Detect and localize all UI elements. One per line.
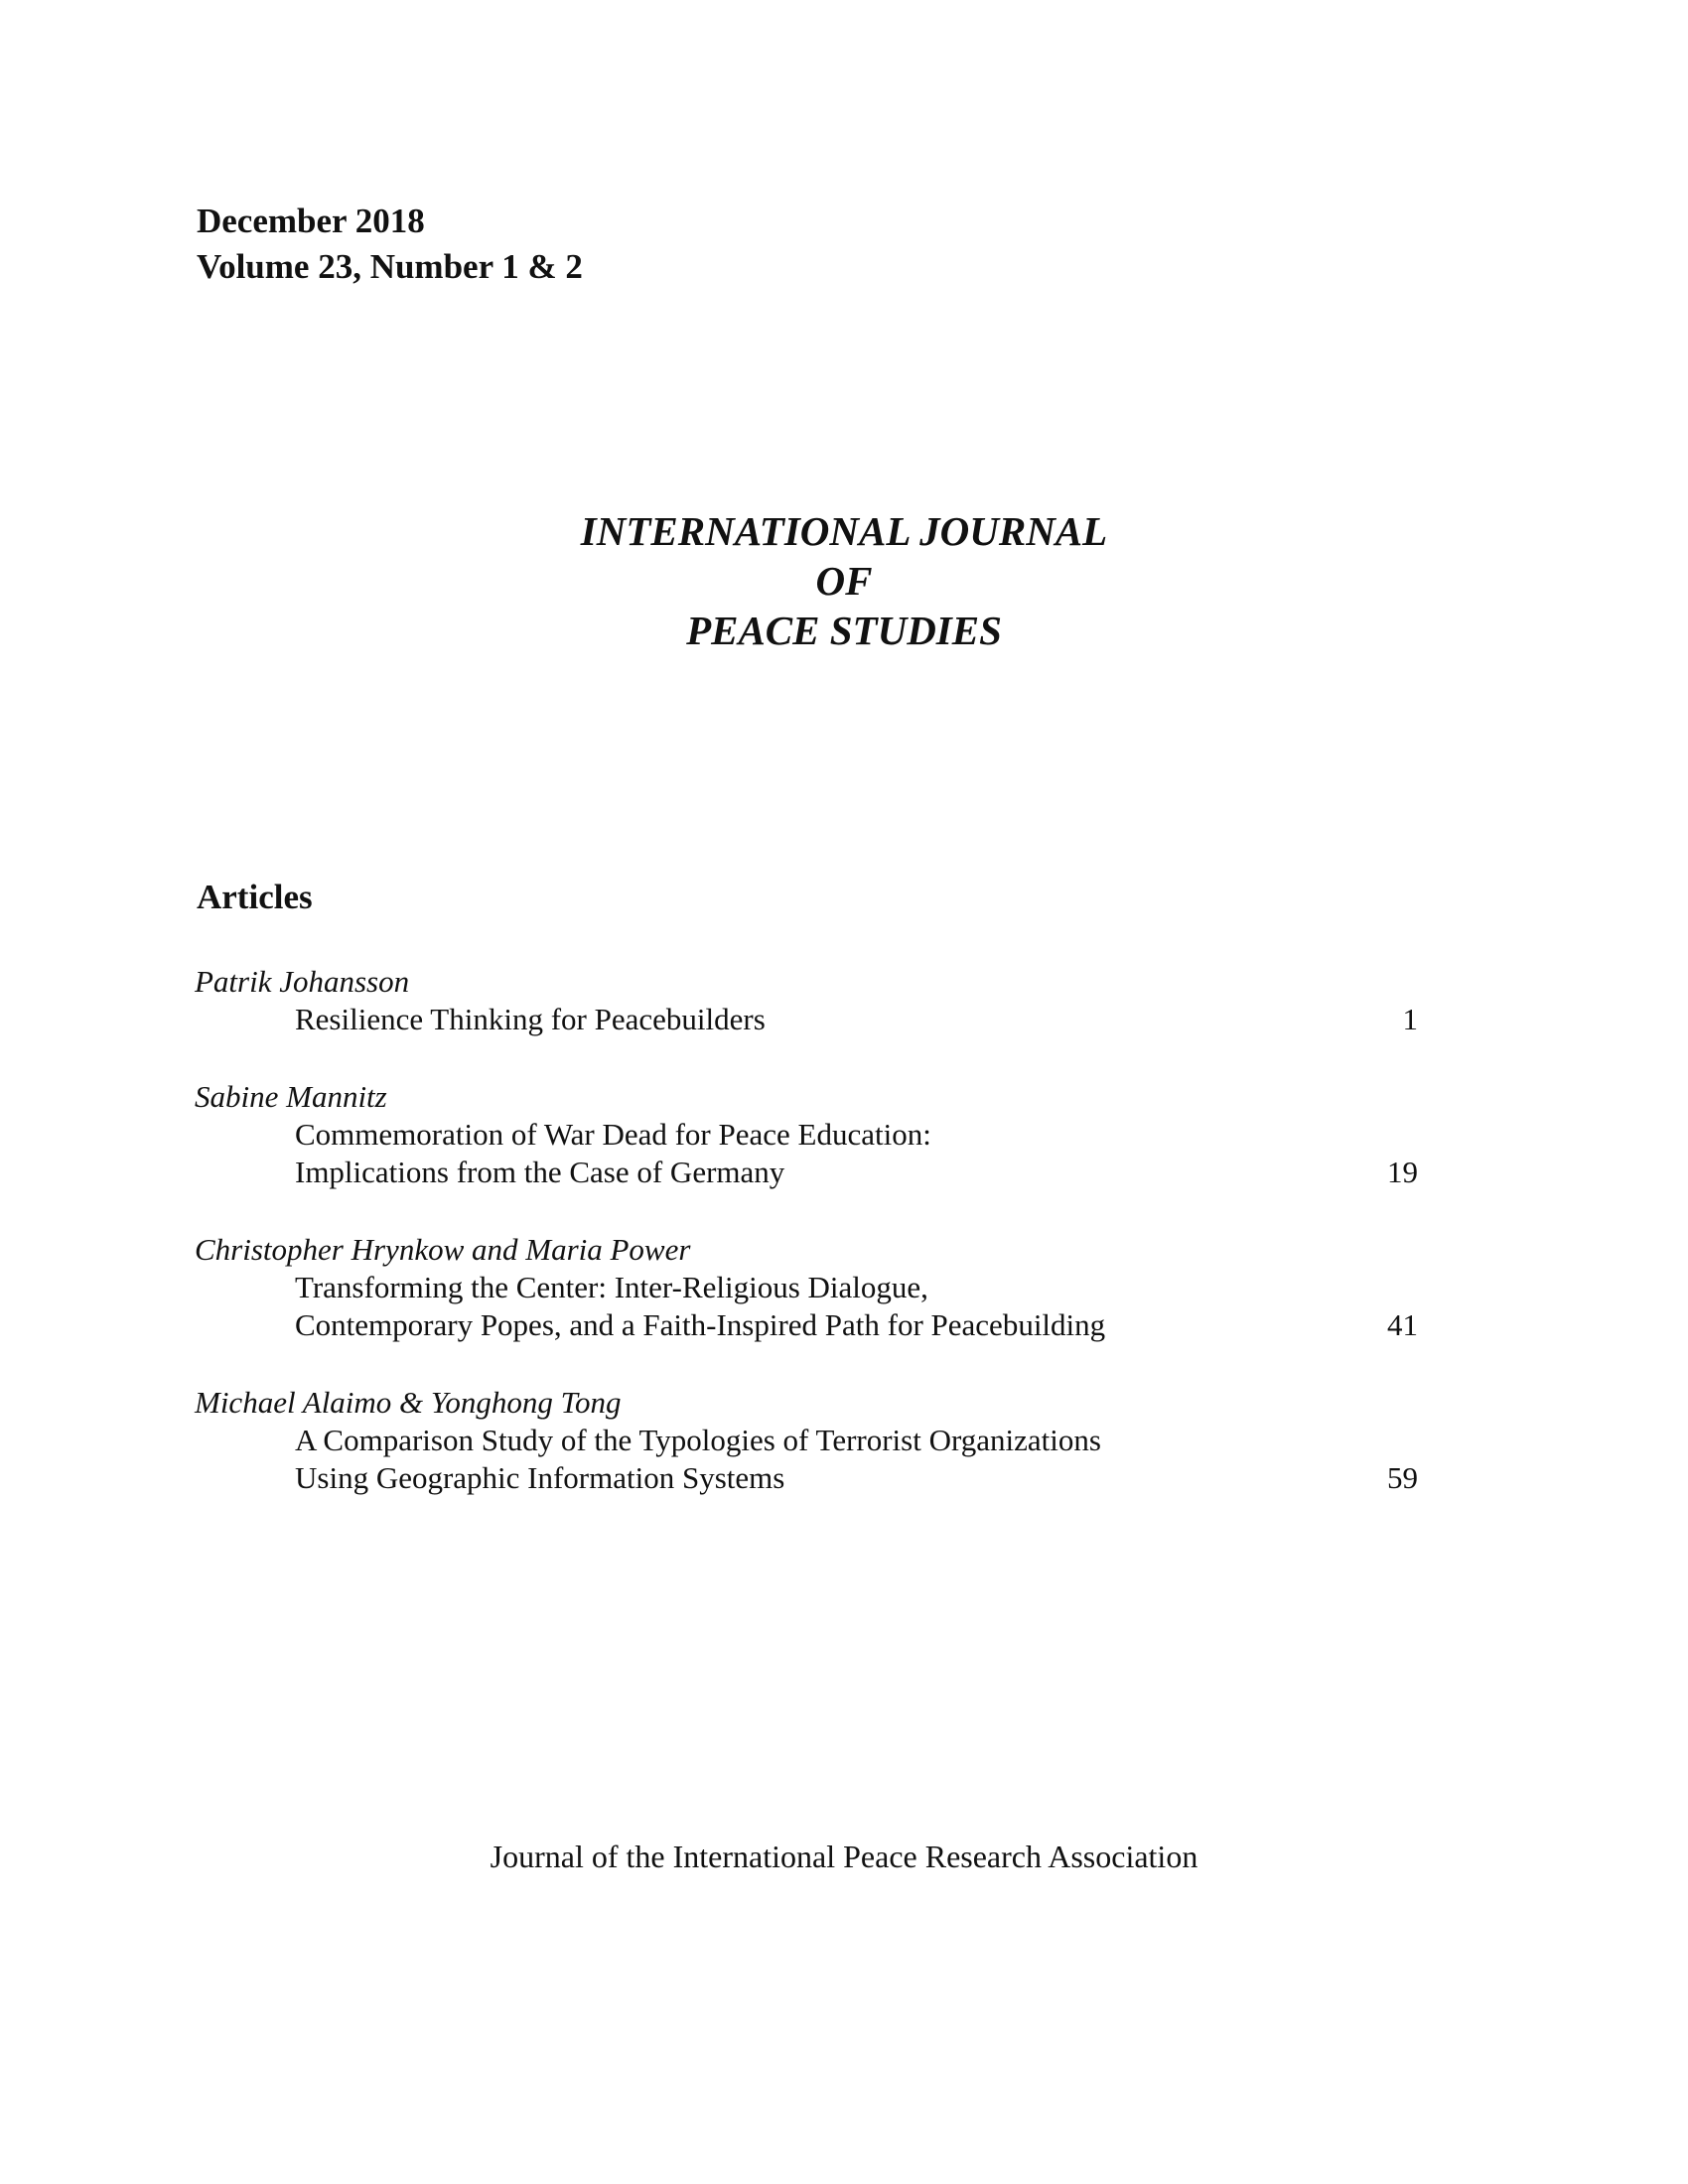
journal-title-line-1: INTERNATIONAL JOURNAL: [580, 508, 1108, 554]
issue-volume: Volume 23, Number 1 & 2: [197, 247, 583, 286]
article-author: Patrik Johansson: [195, 964, 410, 999]
journal-title: [0, 506, 1688, 655]
article-author: Christopher Hrynkow and Maria Power: [195, 1232, 691, 1267]
article-page-number: 41: [1387, 1307, 1418, 1342]
article-page-number: 1: [1402, 1002, 1418, 1036]
journal-association-footer: Journal of the International Peace Research Association: [490, 1839, 1198, 1874]
issue-date: December 2018: [197, 202, 425, 240]
article-page-number: 19: [1387, 1155, 1418, 1189]
article-page-number: 59: [1387, 1460, 1418, 1495]
toc-entry[interactable]: [195, 1231, 1446, 1344]
article-title-line: Contemporary Popes, and a Faith-Inspired Path for Peacebuilding: [295, 1307, 1106, 1342]
article-author: Michael Alaimo & Yonghong Tong: [195, 1385, 622, 1420]
article-title-line: Transforming the Center: Inter-Religious Dialogue,: [295, 1270, 928, 1304]
toc-entry[interactable]: [195, 1078, 1446, 1191]
article-title-line: Using Geographic Information Systems: [295, 1460, 785, 1495]
issue-info: [197, 199, 583, 290]
article-title-line: Commemoration of War Dead for Peace Education:: [295, 1117, 931, 1152]
article-title-line: A Comparison Study of the Typologies of Terrorist Organizations: [295, 1423, 1101, 1457]
toc-entry[interactable]: [195, 1384, 1446, 1497]
toc-entry[interactable]: [195, 963, 1446, 1038]
article-title-line: Implications from the Case of Germany: [295, 1155, 785, 1189]
table-of-contents: [195, 963, 1446, 1537]
article-author: Sabine Mannitz: [195, 1079, 387, 1114]
article-title-line: Resilience Thinking for Peacebuilders: [295, 1002, 766, 1036]
journal-title-line-2: OF: [815, 558, 873, 604]
articles-heading: Articles: [197, 878, 313, 916]
journal-title-line-3: PEACE STUDIES: [686, 608, 1002, 653]
